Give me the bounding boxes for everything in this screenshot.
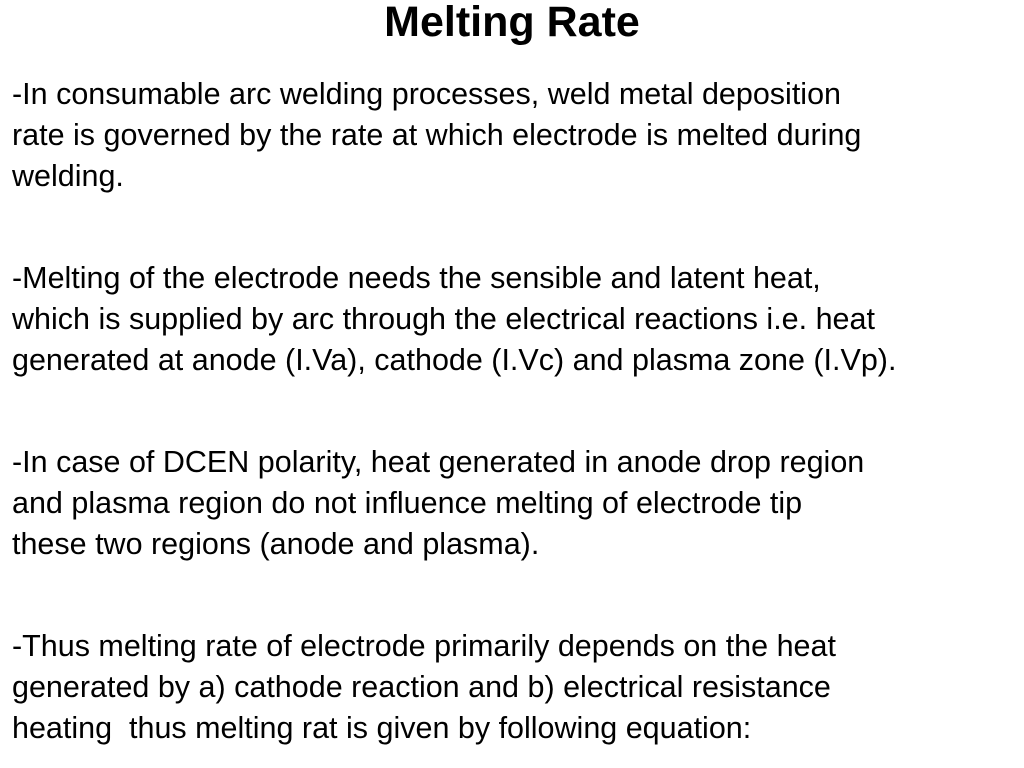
paragraph-melting-rate-equation — [12, 626, 1017, 749]
text-line: these two regions (anode and plasma). — [12, 527, 540, 561]
text-line: and plasma region do not influence melting of electrode tip — [12, 486, 803, 520]
text-line: heating thus melting rat is given by following equation: — [12, 711, 752, 745]
slide-body — [12, 74, 1017, 749]
text-line: -Thus melting rate of electrode primarily depends on the heat — [12, 629, 836, 663]
slide-title: Melting Rate — [384, 0, 640, 46]
text-line: generated by a) cathode reaction and b) electrical resistance — [12, 670, 831, 704]
text-line: welding. — [12, 159, 124, 193]
text-line: -In consumable arc welding processes, weld metal deposition — [12, 77, 842, 111]
text-line: which is supplied by arc through the electrical reactions i.e. heat — [12, 302, 875, 336]
paragraph-deposition-rate — [12, 74, 1017, 197]
paragraph-electrode-melting-heat — [12, 258, 1017, 381]
text-line: generated at anode (I.Va), cathode (I.Vc) and plasma zone (I.Vp). — [12, 343, 897, 377]
text-line: rate is governed by the rate at which electrode is melted during — [12, 118, 862, 152]
text-line: -Melting of the electrode needs the sensible and latent heat, — [12, 261, 821, 295]
paragraph-dcen-polarity — [12, 442, 1017, 565]
text-line: -In case of DCEN polarity, heat generated in anode drop region — [12, 445, 865, 479]
